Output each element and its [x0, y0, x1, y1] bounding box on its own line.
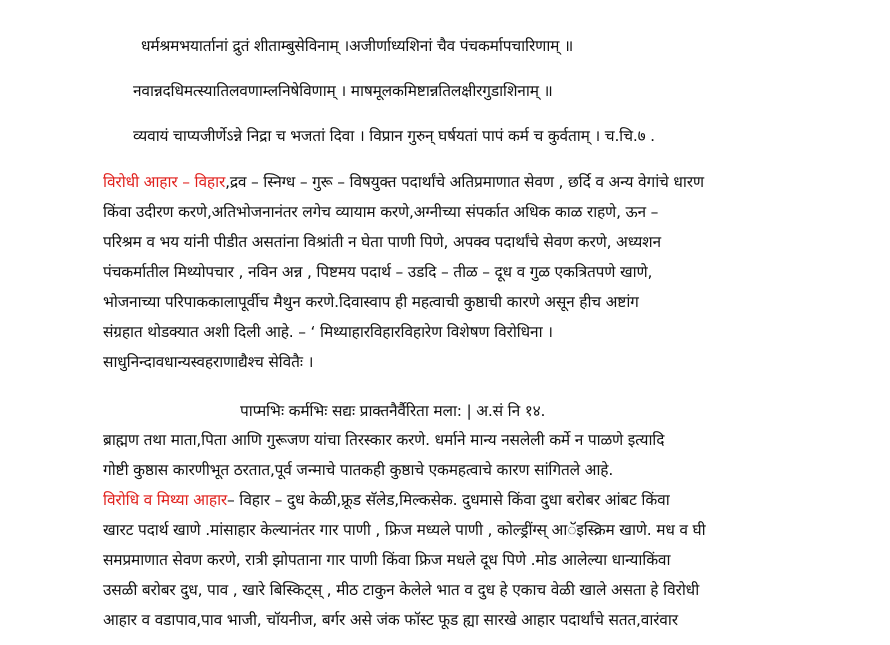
para1-line-6: संग्रहात थोडक्यात अशी दिली आहे. – ‘ मिथ्याहारविहारविहारेण विशेषण विरोधिना । — [103, 323, 553, 341]
para1-line-1-text: ,द्रव – स्निग्ध – गुरू – विषयुक्त पदार्थांचे अतिप्रमाणात सेवण , छर्दि व अन्य वेगांचे धारण — [225, 173, 704, 191]
para1-line-2: किंवा उदीरण करणे,अतिभोजनानंतर लगेच व्यायाम करणे,अग्नीच्या संपर्कात अधिक काळ राहणे, ऊन – — [103, 203, 659, 221]
para1-line-3: परिश्रम व भय यांनी पीडीत असतांना विश्रांती न घेता पाणी पिणे, अपक्व पदार्थांचे सेवण करणे, अध्यशन — [103, 233, 661, 251]
para2-line-1: ब्राह्मण तथा माता,पिता आणि गुरूजण यांचा तिरस्कार करणे. धर्माने मान्य नसलेली कर्मे न पाळणे इत्यादि — [103, 431, 665, 449]
verse-line-1: धर्मश्रमभयार्तानां द्रुतं शीताम्बुसेविनाम् ।अजीर्णाध्यशिनां चैव पंचकर्मापचारिणाम् ॥ — [141, 37, 574, 55]
verse-line-3: व्यवायं चाप्यजीर्णेऽन्ने निद्रा च भजतां दिवा । विप्रान गुरुन् घर्षयतां पापं कर्म च कुर्वताम् । च.चि.७ . — [133, 127, 655, 145]
para1-line-5: भोजनाच्या परिपाककालापूर्वीच मैथुन करणे.दिवास्वाप ही महत्वाची कुष्ठाची कारणे असून हीच अष्टांग — [103, 293, 639, 311]
para3-heading: विरोधि व मिथ्या आहार — [103, 491, 228, 509]
para2-line-2: गोष्टी कुष्ठास कारणीभूत ठरतात,पूर्व जन्माचे पातकही कुष्ठाचे एकमहत्वाचे कारण सांगितले आहे. — [103, 461, 614, 479]
para1-line-7: साधुनिन्दावधान्यस्वहराणाद्यैश्च सेवितैः । — [103, 353, 314, 371]
para3-line-2: खारट पदार्थ खाणे .मांसाहार केल्यानंतर गार पाणी , फ्रिज मध्यले पाणी , कोल्ड्रींग्स् आॅइस्क्रिम खाणे. मध व घी — [103, 521, 706, 539]
para1-line-1 — [103, 172, 704, 192]
para1-heading: विरोधी आहार – विहार — [103, 173, 226, 191]
verse-mid: पाप्मभिः कर्मभिः सद्यः प्राक्तनैर्वैरिता मला: | अ.सं नि १४. — [240, 402, 546, 420]
para3-line-4: उसळी बरोबर दुध, पाव , खारे बिस्किट्स् , मीठ टाकुन केलेले भात व दुध हे एकाच वेळी खाले असता हे विरोधी — [103, 581, 700, 599]
para3-line-5: आहार व वडापाव,पाव भाजी, चॉयनीज, बर्गर असे जंक फॉस्ट फूड ह्या सारखे आहार पदार्थांचे सतत,वारंवार — [103, 611, 678, 629]
verse-line-2: नवान्नदधिमत्स्यातिलवणाम्लनिषेविणाम् । माषमूलकमिष्टान्नतिलक्षीरगुडाशिनाम् ॥ — [133, 82, 553, 100]
para3-line-1-text: – विहार – दुध केळी,फ्रूड सॅलेड,मिल्कसेक. दुधमासे किंवा दुधा बरोबर आंबट किंवा — [227, 491, 670, 509]
para3-line-1 — [103, 490, 670, 510]
para1-line-4: पंचकर्मातील मिथ्योपचार , नविन अन्न , पिष्टमय पदार्थ – उडदि – तीळ – दूध व गुळ एकत्रितपणे खाणे, — [103, 263, 653, 281]
para3-line-3: समप्रमाणात सेवण करणे, रात्री झोपताना गार पाणी किंवा फ्रिज मधले दूध पिणे .मोड आलेल्या धान्याकिंवा — [103, 551, 671, 569]
